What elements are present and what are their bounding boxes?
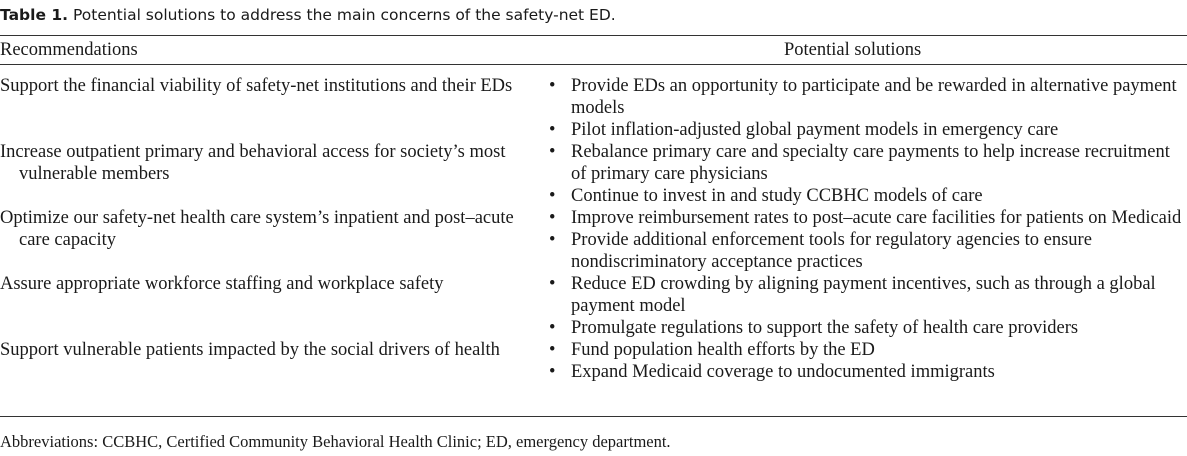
table-title: Potential solutions to address the main concerns of the safety-net ED.: [72, 6, 616, 24]
recommendation-cell: Increase outpatient primary and behavioral access for society’s most vulnerable members: [0, 142, 506, 184]
recommendation-cell: Support vulnerable patients impacted by the social drivers of health: [0, 340, 500, 360]
table-row: [0, 339, 1187, 383]
table-caption: [0, 4, 616, 26]
solutions-list: [546, 207, 1186, 273]
recommendation-cell: Optimize our safety-net health care system’s inpatient and post–acute care capacity: [0, 208, 514, 250]
table-row: [0, 75, 1187, 141]
solution-item: • Improve reimbursement rates to post–acute care facilities for patients on Medicaid: [546, 207, 1186, 229]
solutions-list: [546, 75, 1186, 141]
solution-item: • Expand Medicaid coverage to undocumented immigrants: [546, 361, 1186, 383]
solution-item: • Pilot inflation-adjusted global payment models in emergency care: [546, 119, 1186, 141]
column-header-potential-solutions: Potential solutions: [784, 40, 922, 60]
recommendation-cell: Assure appropriate workforce staffing and workplace safety: [0, 274, 444, 294]
bottom-rule: [0, 416, 1187, 417]
table-row: [0, 273, 1187, 339]
solution-item: • Rebalance primary care and specialty care payments to help increase recruitment of primary care physicians: [546, 141, 1186, 185]
solution-item: • Provide additional enforcement tools for regulatory agencies to ensure nondiscriminatory acceptance practices: [546, 229, 1186, 273]
solution-item: • Fund population health efforts by the ED: [546, 339, 1186, 361]
top-rule: [0, 35, 1187, 36]
table-footnote: Abbreviations: CCBHC, Certified Community Behavioral Health Clinic; ED, emergency department.: [0, 432, 671, 451]
column-header-recommendations: Recommendations: [0, 40, 138, 60]
table-row: [0, 141, 1187, 207]
solutions-list: [546, 339, 1186, 383]
solutions-list: [546, 273, 1186, 339]
solution-item: • Promulgate regulations to support the safety of health care providers: [546, 317, 1186, 339]
table-row: [0, 207, 1187, 273]
table-label: Table 1.: [0, 6, 69, 24]
recommendation-cell: Support the financial viability of safety-net institutions and their EDs: [0, 76, 513, 96]
header-rule: [0, 64, 1187, 65]
solution-item: • Provide EDs an opportunity to participate and be rewarded in alternative payment models: [546, 75, 1186, 119]
solution-item: • Continue to invest in and study CCBHC models of care: [546, 185, 1186, 207]
solutions-list: [546, 141, 1186, 207]
solution-item: • Reduce ED crowding by aligning payment incentives, such as through a global payment model: [546, 273, 1186, 317]
table-body: [0, 75, 1187, 383]
